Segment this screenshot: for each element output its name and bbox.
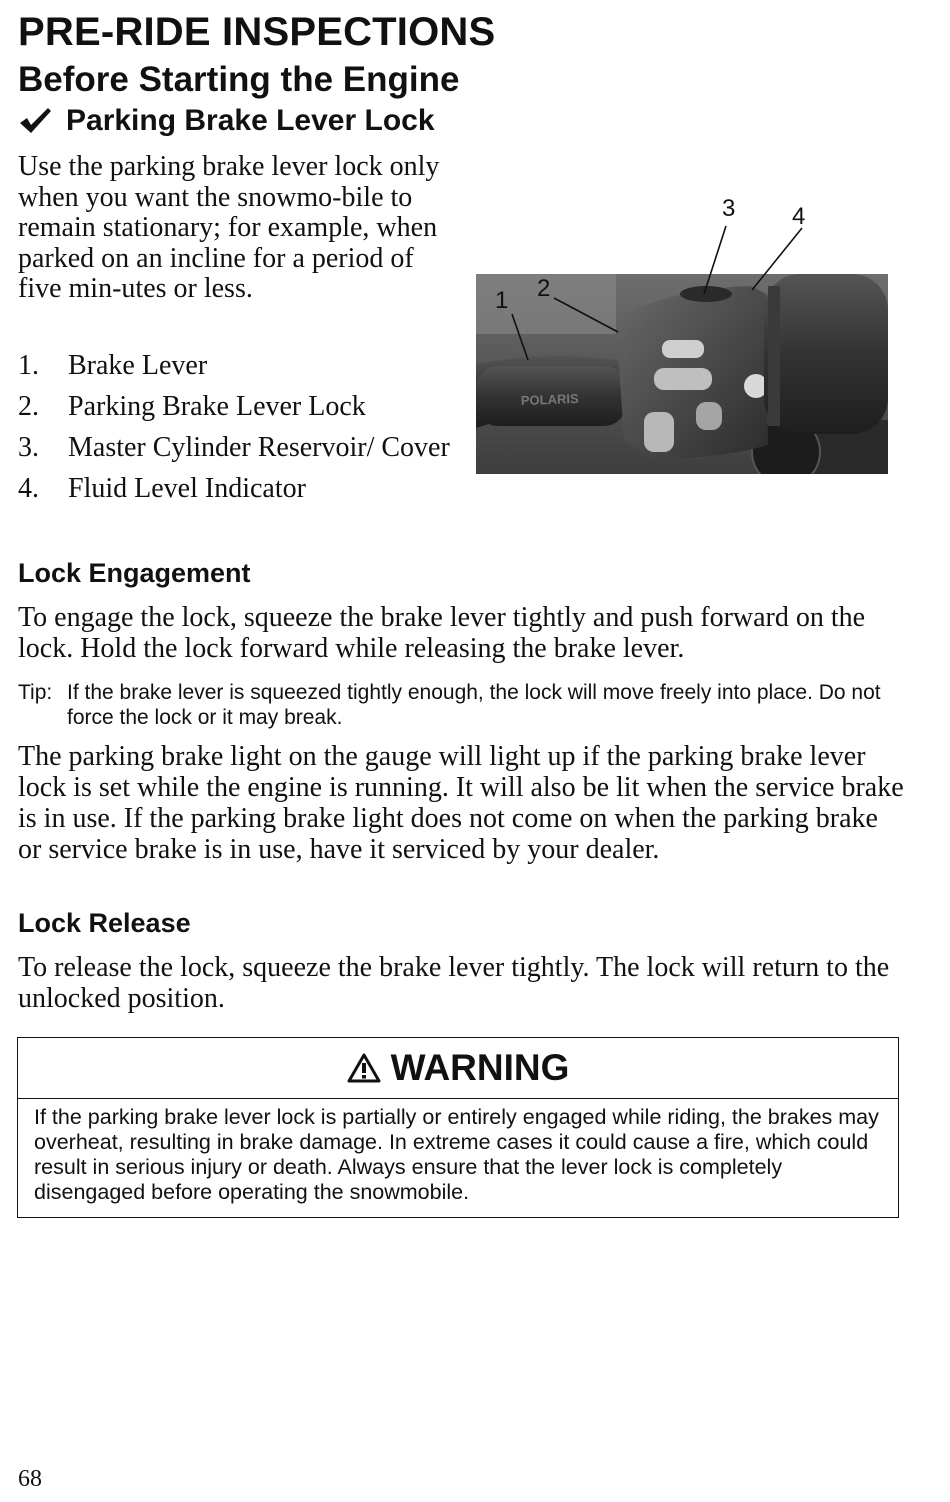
lock-engagement-paragraph: To engage the lock, squeeze the brake lever tightly and push forward on the lock. Hold the lock forward while releasing the brake lever. [18,602,866,664]
handlebar-figure [476,190,888,474]
tip-note [18,680,898,730]
lock-engagement-heading: Lock Engagement [18,558,251,588]
brake-light-paragraph: The parking brake light on the gauge will light up if the parking brake lever lock is set while the engine is running. It will also be lit when the service brake is in use. If the parking brake light does not come on when the parking brake or service brake is in use, have it serviced by your dealer. [18,741,904,865]
page-number: 68 [18,1466,42,1492]
parts-list [18,350,458,514]
page-subtitle: Before Starting the Engine [18,60,460,99]
tip-label: Tip: [18,681,53,704]
part-label: Fluid Level Indicator [68,473,306,504]
callout-2: 2 [537,275,551,302]
list-item: 3. Master Cylinder Reservoir/ Cover [18,432,450,463]
callout-3: 3 [722,195,736,222]
part-label: Master Cylinder Reservoir/ Cover [68,432,450,463]
list-item: 1. Brake Lever [18,350,208,381]
warning-box [17,1037,899,1218]
lock-release-paragraph: To release the lock, squeeze the brake lever tightly. The lock will return to the unlocked position. [18,952,890,1014]
topic-title: Parking Brake Lever Lock [66,104,435,137]
warning-triangle-icon [347,1053,381,1083]
brand-text: POLARIS [520,390,579,408]
list-item: 4. Fluid Level Indicator [18,473,306,504]
intro-paragraph: Use the parking brake lever lock only when you want the snowmo-bile to remain stationary; for example, when parked on an incline for a period of five min-utes or less. [18,151,440,304]
part-label: Brake Lever [68,350,208,381]
callout-1: 1 [495,287,509,314]
warning-header [18,1038,898,1099]
section-title: PRE-RIDE INSPECTIONS [18,10,496,54]
warning-title: WARNING [390,1047,570,1088]
tip-text: If the brake lever is squeezed tightly enough, the lock will move freely into place. Do not force the lock or it may break. [67,681,881,729]
lock-release-heading: Lock Release [18,908,191,938]
callout-4: 4 [792,203,806,230]
warning-text: If the parking brake lever lock is partially or entirely engaged while riding, the brakes may overheat, resulting in brake damage. In extreme cases it could cause a fire, which could result in serious injury or death. Always ensure that the lever lock is completely disengaged before operating the snowmobile. [34,1105,879,1204]
checkmark-icon [18,106,52,136]
topic-heading [18,104,435,138]
list-item: 2. Parking Brake Lever Lock [18,391,366,422]
part-label: Parking Brake Lever Lock [68,391,366,422]
right-grip-shape [764,274,888,434]
